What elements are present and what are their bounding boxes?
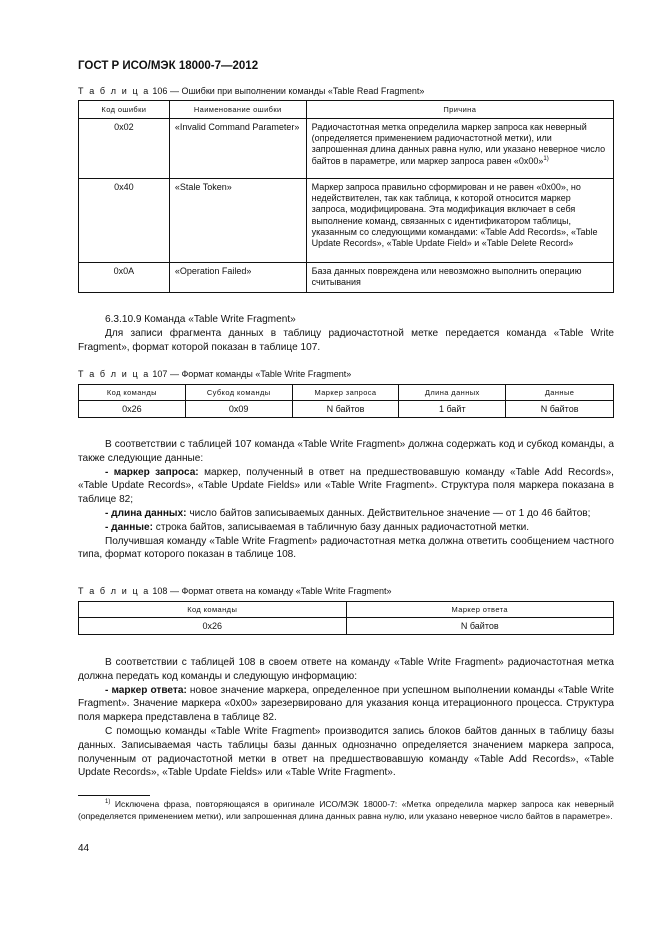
list-item [78,466,614,507]
term: - длина данных: [105,507,187,519]
paragraph: В соответствии с таблицей 107 команда «Table Write Fragment» должна содержать код и субкод команды, а также следующие данные: [78,439,614,464]
reason-cell: Маркер запроса правильно сформирован и не равен «0x00», но недействителен, так как таблица, к которой относится маркер запроса, модифицирована. Эта модификация включает в себя выполнение команд, связанных с идентификатором таблицы, указанным со следующими командами: «Table Add Records», «Table Update Records», «Table Update Field» и «Table Delete Record» [306,179,613,263]
section-intro-text: Для записи фрагмента данных в таблицу радиочастотной метке передается команда «Table Write Fragment», формат которой показан в таблице 107. [78,327,614,353]
doc-title: ГОСТ Р ИСО/МЭК 18000-7—2012 [78,60,259,72]
error-name-cell: «Invalid Command Parameter» [169,119,306,179]
data-cell: N байтов [506,401,614,418]
paragraph: С помощью команды «Table Write Fragment» производится запись блоков байтов данных в таблицу базы данных. Записываемая часть таблицы базы данных однозначно определяется значением маркера запроса, полученным от радиочастотной метки в ответ на предшествовавшую команду «Table Add Records», «Table Update Records», «Table Update Fields» или «Table Write Fragment». [78,725,614,779]
table-106-caption [78,86,424,96]
header-command-subcode: Субкод команды [185,385,292,401]
table-108-description [78,656,614,780]
table-row [79,401,614,418]
table-108-header-row [79,602,614,618]
definition: число байтов записываемых данных. Действительное значение — от 1 до 46 байтов; [186,507,591,519]
table-107 [78,384,614,418]
section-intro [78,313,614,354]
footnote-divider [78,795,150,796]
table-106-caption-prefix: Т а б л и ц а [78,86,150,96]
data-length-cell: 1 байт [399,401,506,418]
term: - маркер ответа: [105,684,187,696]
table-107-caption [78,369,351,379]
list-item [78,507,614,521]
footnote-reference: 1) [543,155,549,162]
table-107-caption-prefix: Т а б л и ц а [78,369,150,379]
table-108 [78,601,614,635]
header-data: Данные [506,385,614,401]
reason-text: Радиочастотная метка определила маркер запроса как неверный (определяется применением радиочастотной метки), или запрошенная длина данных равна нулю, или указано неверное число байтов в параметре, или маркер запроса равен «0x00» [311,122,606,166]
table-107-description [78,438,614,562]
command-subcode-cell: 0x09 [185,401,292,418]
error-name-cell: «Stale Token» [169,179,306,263]
table-106 [78,100,614,293]
table-108-caption [78,586,392,596]
table-row [79,618,614,635]
footnote-body: Исключена фраза, повторяющаяся в оригинале ИСО/МЭК 18000-7: «Метка определила маркер запроса как неверный (определяется применением метки), или запрошенная длина данных равна нулю, или указано неверное число байтов в параметре». [78,799,614,821]
table-106-header-row [79,101,614,119]
error-code-cell: 0x40 [79,179,170,263]
section-heading: 6.3.10.9 Команда «Table Write Fragment» [105,314,296,325]
page-number: 44 [78,843,90,854]
header-command-code: Код команды [79,602,347,618]
command-code-cell: 0x26 [79,401,186,418]
term: - данные: [105,521,153,533]
list-item [78,684,614,725]
table-106-caption-text: 106 — Ошибки при выполнении команды «Table Read Fragment» [152,86,425,96]
header-response-token: Маркер ответа [346,602,614,618]
footnote [78,799,614,822]
table-108-caption-prefix: Т а б л и ц а [78,586,150,596]
paragraph: Получившая команду «Table Write Fragment» радиочастотная метка должна ответить сообщением частного типа, формат которого показан в таблице 108. [78,535,614,561]
footnote-text [78,799,614,822]
reason-cell [306,119,613,179]
definition: новое значение маркера, определенное при успешном выполнении команды «Table Write Fragment». Значение маркера «0x00» зарезервировано для указания конца итерационного процесса. Структура поля маркера представлена в таблице 82. [78,684,615,724]
footnote-mark: 1) [105,799,111,806]
reason-cell: База данных повреждена или невозможно выполнить операцию считывания [306,263,613,293]
header-command-code: Код команды [79,385,186,401]
command-code-cell: 0x26 [79,618,347,635]
table-row [79,263,614,293]
list-item [78,521,614,535]
error-name-cell: «Operation Failed» [169,263,306,293]
table-row [79,119,614,179]
term: - маркер запроса: [105,466,199,478]
header-error-code: Код ошибки [79,101,170,119]
request-token-cell: N байтов [292,401,399,418]
error-code-cell: 0x0A [79,263,170,293]
table-107-header-row [79,385,614,401]
definition: строка байтов, записываемая в табличную базу данных радиочастотной метки. [152,521,530,533]
header-data-length: Длина данных [399,385,506,401]
header-request-token: Маркер запроса [292,385,399,401]
table-107-caption-text: 107 — Формат команды «Table Write Fragment» [152,369,352,379]
table-108-caption-text: 108 — Формат ответа на команду «Table Write Fragment» [152,586,392,596]
header-error-name: Наименование ошибки [169,101,306,119]
response-token-cell: N байтов [346,618,614,635]
header-reason: Причина [306,101,613,119]
definition: маркер, полученный в ответ на предшествовавшую команду «Table Add Records», «Table Update Records», «Table Update Fields» или «Table Write Fragment». Структура поля маркера показана в таблице 82; [78,466,614,506]
paragraph: В соответствии с таблицей 108 в своем ответе на команду «Table Write Fragment» радиочастотная метка должна передать код команды и следующую информацию: [78,657,614,682]
table-row [79,179,614,263]
error-code-cell: 0x02 [79,119,170,179]
